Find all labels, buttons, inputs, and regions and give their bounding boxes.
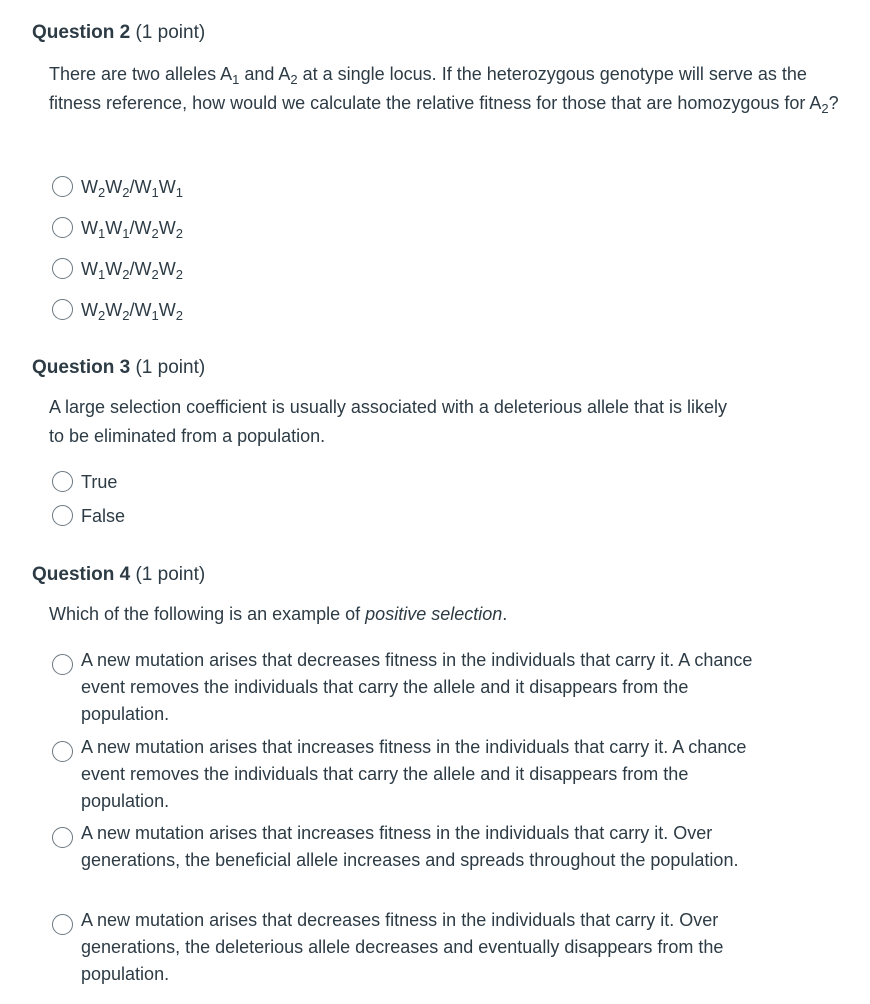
question-title: Question 3: [32, 357, 131, 378]
option-label[interactable]: A new mutation arises that decreases fitness in the individuals that carry it. A chance event removes the individuals that carry the allele and it disappears from the population.: [81, 650, 753, 724]
question-4-text: Which of the following is an example of positive selection.: [49, 604, 508, 624]
question-3-text: A large selection coefficient is usually associated with a deleterious allele that is likely to be eliminated from a population.: [49, 397, 728, 446]
option-label[interactable]: True: [81, 472, 118, 492]
question-points: (1 point): [135, 564, 206, 585]
radio-button[interactable]: [52, 299, 73, 320]
question-2-text: There are two alleles $A_1$ and $A_2$ at a single locus. If the heterozygous genotype will serve as the fitness reference, how would we calculate the relative fitness for those that are homozygous for $A_2$?: [49, 64, 839, 116]
radio-button[interactable]: [52, 654, 73, 675]
radio-button[interactable]: [52, 827, 73, 848]
option-label[interactable]: $W_2W_2/W_1W_1$: [81, 177, 183, 200]
option-label[interactable]: A new mutation arises that decreases fitness in the individuals that carry it. Over generations, the deleterious allele decreases and eventually disappears from the population.: [81, 910, 724, 984]
answer-option[interactable]: [52, 469, 117, 496]
option-label[interactable]: $W_2W_2/W_1W_2$: [81, 300, 183, 323]
answer-option[interactable]: [52, 503, 125, 530]
radio-button[interactable]: [52, 471, 73, 492]
question-title: Question 4: [32, 564, 131, 585]
question-2-header: [32, 22, 205, 44]
radio-button[interactable]: [52, 176, 73, 197]
question-points: (1 point): [135, 357, 206, 378]
option-label[interactable]: A new mutation arises that increases fitness in the individuals that carry it. Over generations, the beneficial allele increases and spreads throughout the population.: [81, 823, 739, 870]
answer-option[interactable]: [52, 647, 771, 728]
option-label[interactable]: $W_1W_1/W_2W_2$: [81, 218, 183, 241]
radio-button[interactable]: [52, 258, 73, 279]
question-points: (1 point): [135, 22, 206, 43]
answer-option[interactable]: [52, 297, 183, 324]
radio-button[interactable]: [52, 217, 73, 238]
question-title: Question 2: [32, 22, 131, 43]
answer-option[interactable]: [52, 174, 183, 201]
answer-option[interactable]: [52, 215, 183, 242]
question-4-header: [32, 564, 205, 586]
answer-option[interactable]: [52, 256, 183, 283]
radio-button[interactable]: [52, 914, 73, 935]
radio-button[interactable]: [52, 505, 73, 526]
question-3-header: [32, 357, 205, 379]
answer-option[interactable]: [52, 907, 771, 988]
radio-button[interactable]: [52, 741, 73, 762]
answer-option[interactable]: [52, 734, 771, 815]
option-label[interactable]: A new mutation arises that increases fitness in the individuals that carry it. A chance event removes the individuals that carry the allele and it disappears from the population.: [81, 737, 747, 811]
option-label[interactable]: $W_1W_2/W_2W_2$: [81, 259, 183, 282]
answer-option[interactable]: [52, 820, 771, 874]
option-label[interactable]: False: [81, 506, 126, 526]
